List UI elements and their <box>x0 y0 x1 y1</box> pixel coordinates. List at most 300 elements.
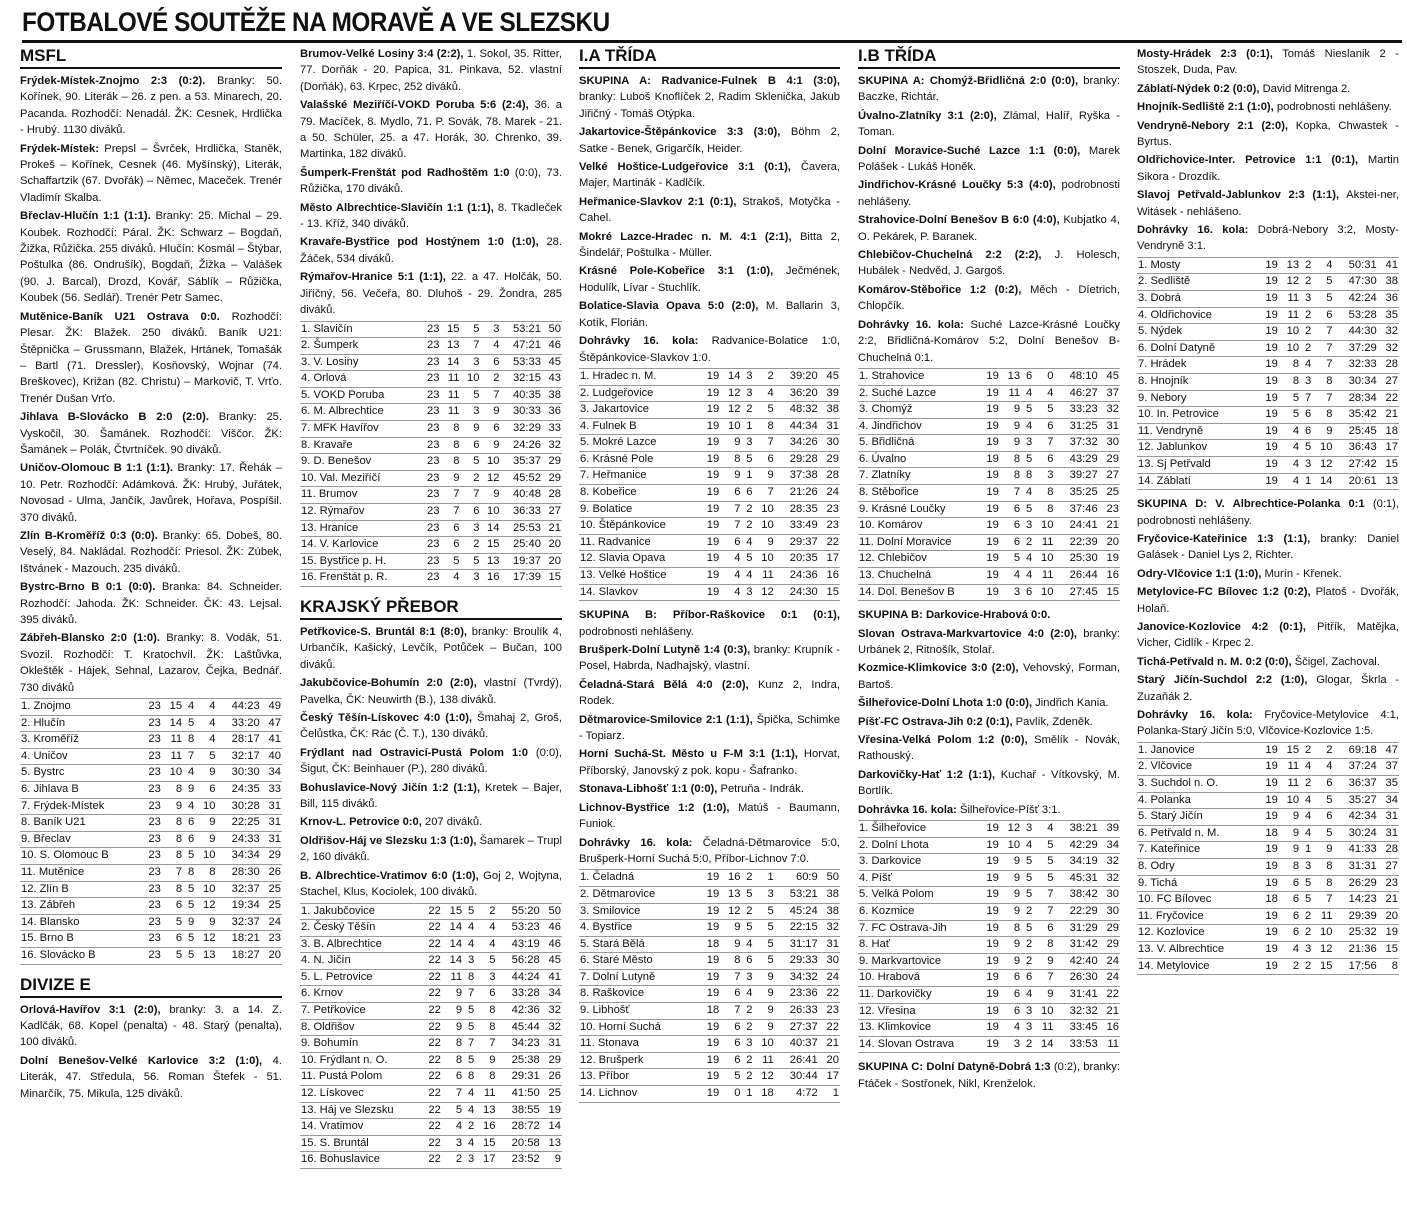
number-cell: 2 <box>1312 742 1333 759</box>
table-row <box>20 732 282 749</box>
number-cell: 9 <box>1279 809 1300 826</box>
number-cell: 7 <box>754 485 775 502</box>
team-cell: 12. Chlebičov <box>858 551 979 568</box>
table-row <box>579 435 840 452</box>
match-result: Kravaře-Bystřice pod Hostýnem 1:0 (1:0), <box>300 236 539 249</box>
match-result: Heřmanice-Slavkov 2:1 (0:1), <box>579 195 737 208</box>
number-cell: 22 <box>421 1052 442 1069</box>
number-cell: 5 <box>162 947 183 964</box>
score-cell: 32:37 <box>216 914 260 931</box>
number-cell: 9 <box>1000 953 1021 970</box>
team-cell: 9. D. Benešov <box>300 454 421 471</box>
number-cell: 4 <box>741 534 753 551</box>
number-cell: 28 <box>1378 842 1399 859</box>
number-cell: 23 <box>141 914 162 931</box>
number-cell: 19 <box>1258 859 1279 876</box>
table-row <box>579 368 840 385</box>
number-cell: 10 <box>1312 925 1333 942</box>
team-cell: 2. Dětmarovice <box>579 886 699 903</box>
match-report <box>300 165 562 198</box>
match-result: Krásné Pole-Kobeřice 3:1 (1:0), <box>579 265 774 278</box>
number-cell: 4 <box>195 715 216 732</box>
score-cell: 20:58 <box>496 1135 540 1152</box>
score-cell: 45:24 <box>775 903 819 920</box>
number-cell: 22 <box>421 1069 442 1086</box>
table-row <box>20 914 282 931</box>
team-cell: 14. Dol. Benešov B <box>858 584 979 601</box>
number-cell: 19 <box>1258 457 1279 474</box>
number-cell: 10 <box>1279 324 1300 341</box>
number-cell: 19 <box>979 485 1000 502</box>
number-cell: 29 <box>541 1052 562 1069</box>
column-5 <box>1137 46 1399 1211</box>
team-cell: 1. Mosty <box>1137 257 1258 274</box>
table-row <box>579 584 840 601</box>
match-report <box>579 194 840 227</box>
number-cell: 19 <box>1258 925 1279 942</box>
number-cell: 19 <box>979 501 1000 518</box>
number-cell: 2 <box>1279 958 1300 975</box>
number-cell: 6 <box>1021 368 1033 385</box>
number-cell: 10 <box>754 501 775 518</box>
number-cell: 14 <box>442 920 463 937</box>
score-cell: 36:43 <box>1333 440 1377 457</box>
team-cell: 8. Odry <box>1137 859 1258 876</box>
table-row <box>579 485 840 502</box>
number-cell: 7 <box>720 1003 741 1020</box>
table-row <box>858 551 1120 568</box>
number-cell: 8 <box>1000 451 1021 468</box>
number-cell: 26 <box>261 864 282 881</box>
number-cell: 8 <box>1033 501 1054 518</box>
number-cell: 4 <box>1279 423 1300 440</box>
number-cell: 23 <box>421 421 441 438</box>
number-cell: 23 <box>261 931 282 948</box>
score-cell: 26:29 <box>1333 875 1377 892</box>
match-result: Vendryně-Nebory 2:1 (2:0), <box>1137 119 1289 132</box>
match-details: Pitřík, Matějka, Vicher, Cidlík - Krpec 2. <box>1137 621 1399 650</box>
table-row <box>858 501 1120 518</box>
match-report <box>1137 566 1399 582</box>
score-cell: 33:20 <box>216 715 260 732</box>
score-cell: 32:15 <box>500 371 542 388</box>
column-4 <box>858 46 1120 1211</box>
number-cell: 3 <box>1033 468 1054 485</box>
team-cell: 6. Staré Město <box>579 953 699 970</box>
number-cell: 29 <box>542 454 562 471</box>
number-cell: 8 <box>463 969 475 986</box>
number-cell: 8 <box>1378 958 1399 975</box>
score-cell: 21:36 <box>1333 942 1377 959</box>
number-cell: 22 <box>421 903 442 920</box>
number-cell: 19 <box>1258 842 1279 859</box>
number-cell: 4 <box>741 568 753 585</box>
table-row <box>858 987 1120 1004</box>
team-cell: 1. Znojmo <box>20 699 141 716</box>
number-cell: 5 <box>1279 407 1300 424</box>
number-cell: 19 <box>699 451 720 468</box>
team-cell: 3. Chomýž <box>858 402 979 419</box>
number-cell: 10 <box>1033 584 1054 601</box>
number-cell: 27 <box>1378 859 1399 876</box>
table-row <box>300 936 562 953</box>
number-cell: 19 <box>979 518 1000 535</box>
number-cell: 10 <box>1033 518 1054 535</box>
number-cell: 19 <box>1258 958 1279 975</box>
number-cell: 23 <box>421 553 441 570</box>
score-cell: 25:45 <box>1333 423 1377 440</box>
match-report <box>300 200 562 233</box>
number-cell: 8 <box>441 437 461 454</box>
number-cell: 5 <box>741 451 753 468</box>
score-cell: 30:24 <box>1333 825 1377 842</box>
number-cell: 11 <box>1312 908 1333 925</box>
match-result: Hnojník-Sedliště 2:1 (1:0), <box>1137 101 1274 114</box>
table-row <box>300 504 562 521</box>
match-result: Strahovice-Dolní Benešov B 6:0 (4:0), <box>858 214 1060 227</box>
match-result: Dohrávky 16. kola: <box>1137 224 1249 237</box>
match-report <box>300 868 562 901</box>
match-report <box>300 97 562 163</box>
match-result: Tichá-Petřvald n. M. 0:2 (0:0), <box>1137 655 1292 668</box>
number-cell: 29 <box>819 451 840 468</box>
match-result: Fryčovice-Kateřinice 1:3 (1:1), <box>1137 533 1311 545</box>
match-report <box>20 73 282 139</box>
number-cell: 13 <box>195 947 216 964</box>
number-cell: 16 <box>480 570 500 587</box>
number-cell: 4 <box>195 732 216 749</box>
match-report <box>20 630 282 696</box>
match-report <box>858 73 1120 106</box>
match-result: Jakartovice-Štěpánkovice 3:3 (3:0), <box>579 126 781 139</box>
number-cell: 19 <box>979 1003 1000 1020</box>
team-cell: 13. Velké Hoštice <box>579 568 699 585</box>
number-cell: 8 <box>1279 859 1300 876</box>
match-result: B. Albrechtice-Vratimov 6:0 (1:0), <box>300 869 479 882</box>
score-cell: 40:35 <box>500 387 542 404</box>
score-cell: 38:55 <box>496 1102 540 1119</box>
number-cell: 10 <box>754 518 775 535</box>
number-cell: 8 <box>1312 407 1333 424</box>
match-report <box>300 780 562 813</box>
number-cell: 2 <box>460 470 480 487</box>
team-cell: 14. Blansko <box>20 914 141 931</box>
number-cell: 5 <box>442 1102 463 1119</box>
number-cell: 7 <box>480 387 500 404</box>
number-cell: 19 <box>699 1052 720 1069</box>
match-details: J. Holesch, Hubálek - Nedvěd, J. Gargoš. <box>858 249 1120 278</box>
number-cell: 5 <box>183 931 195 948</box>
team-cell: 11. Darkovičky <box>858 987 979 1004</box>
number-cell: 5 <box>1312 825 1333 842</box>
number-cell: 27 <box>542 504 562 521</box>
match-report <box>1137 654 1399 670</box>
score-cell: 40:37 <box>775 1036 819 1053</box>
team-cell: 10. In. Petrovice <box>1137 407 1258 424</box>
number-cell: 23 <box>141 947 162 964</box>
match-result: Záblatí-Nýdek 0:2 (0:0), <box>1137 82 1260 95</box>
number-cell: 1 <box>741 418 753 435</box>
number-cell: 5 <box>1033 402 1054 419</box>
number-cell: 2 <box>754 368 775 385</box>
number-cell: 11 <box>441 387 461 404</box>
score-cell: 26:44 <box>1054 568 1098 585</box>
number-cell: 14 <box>442 953 463 970</box>
number-cell: 19 <box>1258 407 1279 424</box>
score-cell: 31:41 <box>1054 987 1098 1004</box>
score-cell: 42:36 <box>496 1003 540 1020</box>
team-cell: 12. Zlín B <box>20 881 141 898</box>
number-cell: 19 <box>699 1019 720 1036</box>
number-cell: 8 <box>1021 468 1033 485</box>
score-cell: 24:26 <box>500 437 542 454</box>
number-cell: 19 <box>699 1069 720 1086</box>
number-cell: 7 <box>1312 340 1333 357</box>
table-row <box>300 338 562 355</box>
match-details: 8. Tkadleček - 13. Kříž, 340 diváků. <box>300 201 562 231</box>
match-result: Oldřichovice-Inter. Petrovice 1:1 (0:1), <box>1137 154 1359 167</box>
number-cell: 9 <box>720 435 741 452</box>
number-cell: 19 <box>699 501 720 518</box>
number-cell: 19 <box>1258 423 1279 440</box>
score-cell: 42:34 <box>1333 809 1377 826</box>
number-cell: 46 <box>541 936 562 953</box>
match-report <box>858 695 1120 711</box>
number-cell: 13 <box>475 1102 496 1119</box>
table-row <box>579 518 840 535</box>
number-cell: 20 <box>542 537 562 554</box>
match-report <box>579 677 840 710</box>
number-cell: 9 <box>1033 987 1054 1004</box>
team-cell: 12. Vřesina <box>858 1003 979 1020</box>
number-cell: 13 <box>1000 368 1021 385</box>
number-cell: 7 <box>720 969 741 986</box>
number-cell: 24 <box>261 914 282 931</box>
number-cell: 2 <box>1300 274 1312 291</box>
team-cell: 3. Suchdol n. O. <box>1137 776 1258 793</box>
number-cell: 19 <box>979 854 1000 871</box>
number-cell: 7 <box>441 487 461 504</box>
number-cell: 6 <box>1000 987 1021 1004</box>
number-cell: 12 <box>195 898 216 915</box>
match-details: podrobnosti nehlášeny. <box>579 625 694 638</box>
number-cell: 5 <box>741 920 753 937</box>
number-cell: 31 <box>1378 809 1399 826</box>
team-cell: 5. Starý Jičín <box>1137 809 1258 826</box>
match-details: Bitta 2, Šindelář, Poštulka - Müller. <box>579 230 840 260</box>
number-cell: 19 <box>699 870 720 887</box>
number-cell: 6 <box>480 354 500 371</box>
match-result: Dohrávky 16. kola: <box>579 335 699 348</box>
table-row <box>20 765 282 782</box>
score-cell: 19:37 <box>500 553 542 570</box>
team-cell: 11. Radvanice <box>579 534 699 551</box>
score-cell: 32:29 <box>500 421 542 438</box>
league-table <box>858 820 1120 1053</box>
score-cell: 23:36 <box>775 986 819 1003</box>
table-row <box>300 421 562 438</box>
number-cell: 6 <box>1312 809 1333 826</box>
number-cell: 2 <box>463 1119 475 1136</box>
team-cell: 14. Metylovice <box>1137 958 1258 975</box>
table-row <box>20 931 282 948</box>
number-cell: 19 <box>979 435 1000 452</box>
section-heading: KRAJSKÝ PŘEBOR <box>300 597 562 620</box>
number-cell: 13 <box>480 553 500 570</box>
match-result: Orlová-Havířov 3:1 (2:0), <box>20 1003 161 1016</box>
match-report <box>858 802 1120 818</box>
column-2 <box>300 46 562 1211</box>
number-cell: 6 <box>1300 407 1312 424</box>
number-cell: 7 <box>1300 390 1312 407</box>
team-cell: 13. Zábřeh <box>20 898 141 915</box>
number-cell: 2 <box>1021 534 1033 551</box>
number-cell: 4 <box>1033 385 1054 402</box>
team-cell: 2. Český Těšín <box>300 920 421 937</box>
team-cell: 8. Hať <box>858 937 979 954</box>
number-cell: 23 <box>421 470 441 487</box>
match-details: Branky: 8. Vodák, 51. Svozil. Rozhodčí: T. Kratochvíl. ŽK: Laštůvka, Okleštěk - Hájek, Sehnal, Lazarov, Čejka, Bednář. 730 diváků <box>20 632 282 694</box>
table-row <box>1137 291 1399 308</box>
number-cell: 6 <box>1279 892 1300 909</box>
match-result: Petřkovice-S. Bruntál 8:1 (8:0), <box>300 626 468 638</box>
match-report <box>300 269 562 318</box>
match-result: Šilheřovice-Dolní Lhota 1:0 (0:0), <box>858 697 1033 710</box>
number-cell: 2 <box>741 903 753 920</box>
match-details: Šilheřovice-Píšť 3:1. <box>956 803 1061 816</box>
number-cell: 4 <box>1021 551 1033 568</box>
team-cell: 6. Úvalno <box>858 451 979 468</box>
number-cell: 19 <box>699 986 720 1003</box>
number-cell: 19 <box>699 584 720 601</box>
table-row <box>1137 257 1399 274</box>
score-cell: 33:53 <box>1054 1036 1098 1053</box>
table-row <box>579 986 840 1003</box>
match-details: Platoš - Dvořák, Holaň. <box>1137 586 1399 615</box>
match-result: Dětmarovice-Smilovice 2:1 (1:1), <box>579 713 753 726</box>
number-cell: 6 <box>1312 307 1333 324</box>
team-cell: 3. B. Albrechtice <box>300 936 421 953</box>
number-cell: 8 <box>162 881 183 898</box>
number-cell: 19 <box>1258 942 1279 959</box>
match-details: Marek Polášek - Lukáš Honěk. <box>858 144 1120 174</box>
table-row <box>300 1152 562 1169</box>
number-cell: 28 <box>542 487 562 504</box>
number-cell: 15 <box>1312 958 1333 975</box>
team-cell: 6. M. Albrechtice <box>300 404 421 421</box>
number-cell: 34 <box>1099 837 1120 854</box>
number-cell: 4 <box>195 699 216 716</box>
number-cell: 21 <box>1099 518 1120 535</box>
match-report <box>579 298 840 331</box>
number-cell: 5 <box>1000 551 1021 568</box>
section-heading: I.B TŘÍDA <box>858 46 1120 69</box>
number-cell: 3 <box>1300 457 1312 474</box>
number-cell: 19 <box>699 551 720 568</box>
number-cell: 5 <box>463 1052 475 1069</box>
match-details: Kretek – Bajer, Bill, 115 diváků. <box>300 781 562 811</box>
number-cell: 7 <box>460 338 480 355</box>
number-cell: 8 <box>183 864 195 881</box>
match-report <box>1137 584 1399 617</box>
team-cell: 8. Kravaře <box>300 437 421 454</box>
number-cell: 6 <box>162 931 183 948</box>
number-cell: 8 <box>1033 937 1054 954</box>
number-cell: 22 <box>421 986 442 1003</box>
number-cell: 2 <box>1300 257 1312 274</box>
match-report <box>20 409 282 458</box>
number-cell: 5 <box>162 914 183 931</box>
number-cell: 9 <box>442 1019 463 1036</box>
number-cell: 9 <box>720 468 741 485</box>
number-cell: 8 <box>475 1003 496 1020</box>
table-row <box>579 1086 840 1103</box>
number-cell: 7 <box>441 504 461 521</box>
team-cell: 13. Háj ve Slezsku <box>300 1102 421 1119</box>
number-cell: 41 <box>541 969 562 986</box>
number-cell: 23 <box>141 931 162 948</box>
match-result: Odry-Vlčovice 1:1 (1:0), <box>1137 567 1262 580</box>
number-cell: 50 <box>542 321 562 338</box>
number-cell: 31 <box>541 1036 562 1053</box>
team-cell: 1. Šilheřovice <box>858 821 979 838</box>
team-cell: 8. Stěbořice <box>858 485 979 502</box>
team-cell: 3. Darkovice <box>858 854 979 871</box>
team-cell: 4. Orlová <box>300 371 421 388</box>
team-cell: 10. S. Olomouc B <box>20 848 141 865</box>
match-result: Mutěnice-Baník U21 Ostrava 0:0. <box>20 310 220 323</box>
score-cell: 22:29 <box>1054 904 1098 921</box>
match-details: Strakoš, Motyčka - Cahel. <box>579 195 840 225</box>
match-result: Krnov-L. Petrovice 0:0, <box>300 816 422 829</box>
match-report <box>858 767 1120 800</box>
number-cell: 9 <box>754 969 775 986</box>
number-cell: 23 <box>141 831 162 848</box>
number-cell: 19 <box>979 418 1000 435</box>
number-cell: 19 <box>979 870 1000 887</box>
number-cell: 9 <box>1000 435 1021 452</box>
number-cell: 6 <box>1279 908 1300 925</box>
number-cell: 23 <box>421 570 441 587</box>
number-cell: 29 <box>1099 920 1120 937</box>
number-cell: 19 <box>979 987 1000 1004</box>
number-cell: 19 <box>699 485 720 502</box>
number-cell: 11 <box>442 969 463 986</box>
number-cell: 20 <box>819 1052 840 1069</box>
number-cell: 36 <box>542 404 562 421</box>
number-cell: 23 <box>421 321 441 338</box>
number-cell: 3 <box>741 969 753 986</box>
score-cell: 45:44 <box>496 1019 540 1036</box>
number-cell: 3 <box>741 435 753 452</box>
table-row <box>20 798 282 815</box>
match-report <box>300 814 562 830</box>
table-row <box>858 1036 1120 1053</box>
match-report <box>300 624 562 673</box>
number-cell: 10 <box>1279 340 1300 357</box>
number-cell: 1 <box>741 468 753 485</box>
score-cell: 25:30 <box>1054 551 1098 568</box>
match-result: SKUPINA C: Dolní Datyně-Dobrá 1:3 <box>858 1061 1051 1074</box>
table-row <box>1137 792 1399 809</box>
match-details: 36. a 79. Macíček, 8. Mydlo, 71. P. Sovák, 78. Marek - 21. a 50. Schüler, 25. a 47. Horák, 30. Chrenko, 39. Martinka, 182 diváků. <box>300 99 562 161</box>
table-row <box>300 354 562 371</box>
number-cell: 11 <box>1279 776 1300 793</box>
match-details: podrobnosti nehlášeny. <box>858 179 1120 208</box>
number-cell: 32 <box>1378 340 1399 357</box>
number-cell: 19 <box>1258 374 1279 391</box>
match-result: Brušperk-Dolní Lutyně 1:4 (0:3), <box>579 644 751 657</box>
